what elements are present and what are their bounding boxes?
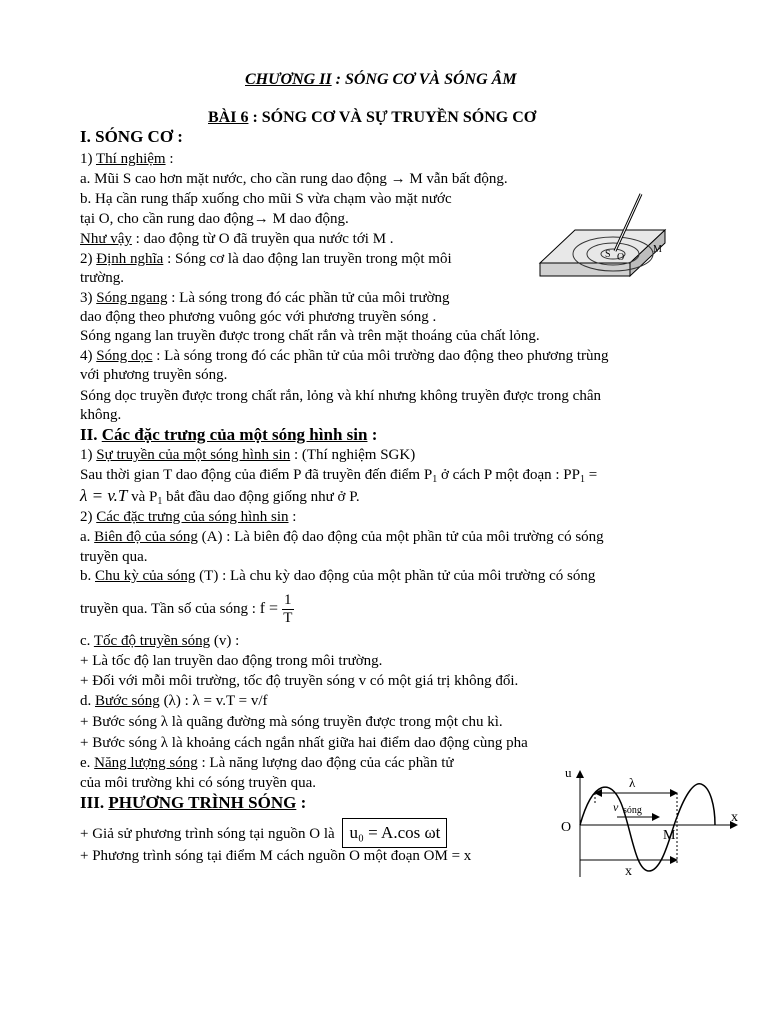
fig1-label-s: S	[605, 249, 611, 260]
s1-item-1: 1) Thí nghiệm :	[80, 151, 174, 167]
fig2-m-label: M	[663, 828, 676, 843]
s1-item-4-line4: không.	[80, 407, 122, 423]
s3-line-1: + Giả sử phương trình sóng tại nguồn O là u₀ = A.cos ωt	[80, 818, 447, 848]
fig1-label-m: M	[653, 244, 662, 255]
s1-line-b2: tại O, cho cần rung dao động→ M dao động.	[80, 211, 349, 227]
fig2-x-dist-label: x	[625, 864, 632, 879]
s2-item-b-line2: truyền qua. Tần số của sóng : f = $\frac{1}{T}$	[80, 592, 293, 627]
s2-item-d: d. Bước sóng (λ) : λ = v.T = v/f	[80, 693, 268, 709]
chapter-title: CHƯƠNG II : SÓNG CƠ VÀ SÓNG ÂM	[245, 71, 517, 88]
s2-item-a: a. Biên độ của sóng (A) : Là biên độ dao động của một phần tử của môi trường có sóng	[80, 529, 604, 545]
s1-item-4: 4) Sóng dọc : Là sóng trong đó các phần tử của môi trường dao động theo phương trùng	[80, 348, 609, 364]
s1-item-2: 2) Định nghĩa : Sóng cơ là dao động lan truyền trong một môi	[80, 251, 452, 267]
s1-line-b1: b. Hạ cần rung thấp xuống cho mũi S vừa chạm vào mặt nước	[80, 191, 452, 207]
section-3-heading: III. PHƯƠNG TRÌNH SÓNG :	[80, 793, 307, 812]
fig2-o-label: O	[561, 820, 572, 835]
s2-item-b: b. Chu kỳ của sóng (T) : Là chu kỳ dao động của một phần tử của môi trường có sóng	[80, 568, 596, 584]
s3-line-2: + Phương trình sóng tại điểm M cách nguồn O một đoạn OM = x	[80, 848, 472, 864]
s1-nhuvay: Như vậy : dao động từ O đã truyền qua nước tới M .	[80, 231, 394, 247]
source-wave-equation: u₀ = A.cos ωt	[342, 818, 447, 848]
s2-item-c: c. Tốc độ truyền sóng (v) :	[80, 633, 240, 649]
s2-item-1: 1) Sự truyền của một sóng hình sin : (Thí nghiệm SGK)	[80, 447, 416, 463]
fig2-lambda-label: λ	[629, 775, 636, 790]
s2-item-c-line2: + Là tốc độ lan truyền dao động trong môi trường.	[80, 653, 383, 669]
s1-item-2-line2: trường.	[80, 270, 124, 286]
fig2-v-label: v	[613, 800, 619, 814]
frequency-formula: f = $\frac{1}{T}$	[259, 592, 293, 627]
ripple-tank-figure	[535, 188, 670, 300]
fig2-x-axis-label: x	[731, 810, 738, 825]
s2-item-d-line3: + Bước sóng λ là khoảng cách ngắn nhất giữa hai điểm dao động cùng pha	[80, 735, 528, 751]
fig2-u-label: u	[565, 765, 572, 780]
s2-item-d-line2: + Bước sóng λ là quãng đường mà sóng truyền được trong một chu kì.	[80, 714, 503, 730]
s2-item-1-line2: Sau thời gian T dao động của điểm P đã truyền đến điểm $P_1$ ở cách P một đoạn : $PP_1$ =	[80, 467, 598, 485]
s2-item-c-line3: + Đối với mỗi môi trường, tốc độ truyền sóng v có một giá trị không đổi.	[80, 673, 519, 689]
fig1-label-o: O	[617, 252, 625, 263]
s2-item-a-line2: truyền qua.	[80, 549, 148, 565]
s1-item-4-line3: Sóng dọc truyền được trong chất rắn, lỏng và khí nhưng không truyền được trong chân	[80, 388, 601, 404]
lesson-title: BÀI 6 : SÓNG CƠ VÀ SỰ TRUYỀN SÓNG CƠ	[208, 109, 537, 126]
s1-line-a: a. Mũi S cao hơn mặt nước, cho cần rung dao động → M vẫn bất động.	[80, 171, 508, 187]
s1-item-3-line2: dao động theo phương vuông góc với phương truyền sóng .	[80, 309, 437, 325]
s2-item-1-line3: λ = v.T và $P_1$ bắt đầu dao động giống như ở P.	[80, 486, 360, 507]
s1-item-3-line3: Sóng ngang lan truyền được trong chất rắn và trên mặt thoáng của chất lỏng.	[80, 328, 540, 344]
s2-item-e-line2: của môi trường khi có sóng truyền qua.	[80, 775, 317, 791]
fig2-song-label: sóng	[623, 805, 642, 816]
sine-wave-figure	[555, 765, 747, 885]
s1-item-4-line2: với phương truyền sóng.	[80, 367, 228, 383]
s2-item-2: 2) Các đặc trưng của sóng hình sin :	[80, 509, 297, 525]
s1-item-3: 3) Sóng ngang : Là sóng trong đó các phần tử của môi trường	[80, 290, 450, 306]
section-1-heading: I. SÓNG CƠ :	[80, 127, 183, 146]
s2-item-e: e. Năng lượng sóng : Là năng lượng dao động của các phần tử	[80, 755, 454, 771]
section-2-heading: II. Các đặc trưng của một sóng hình sin :	[80, 425, 378, 444]
